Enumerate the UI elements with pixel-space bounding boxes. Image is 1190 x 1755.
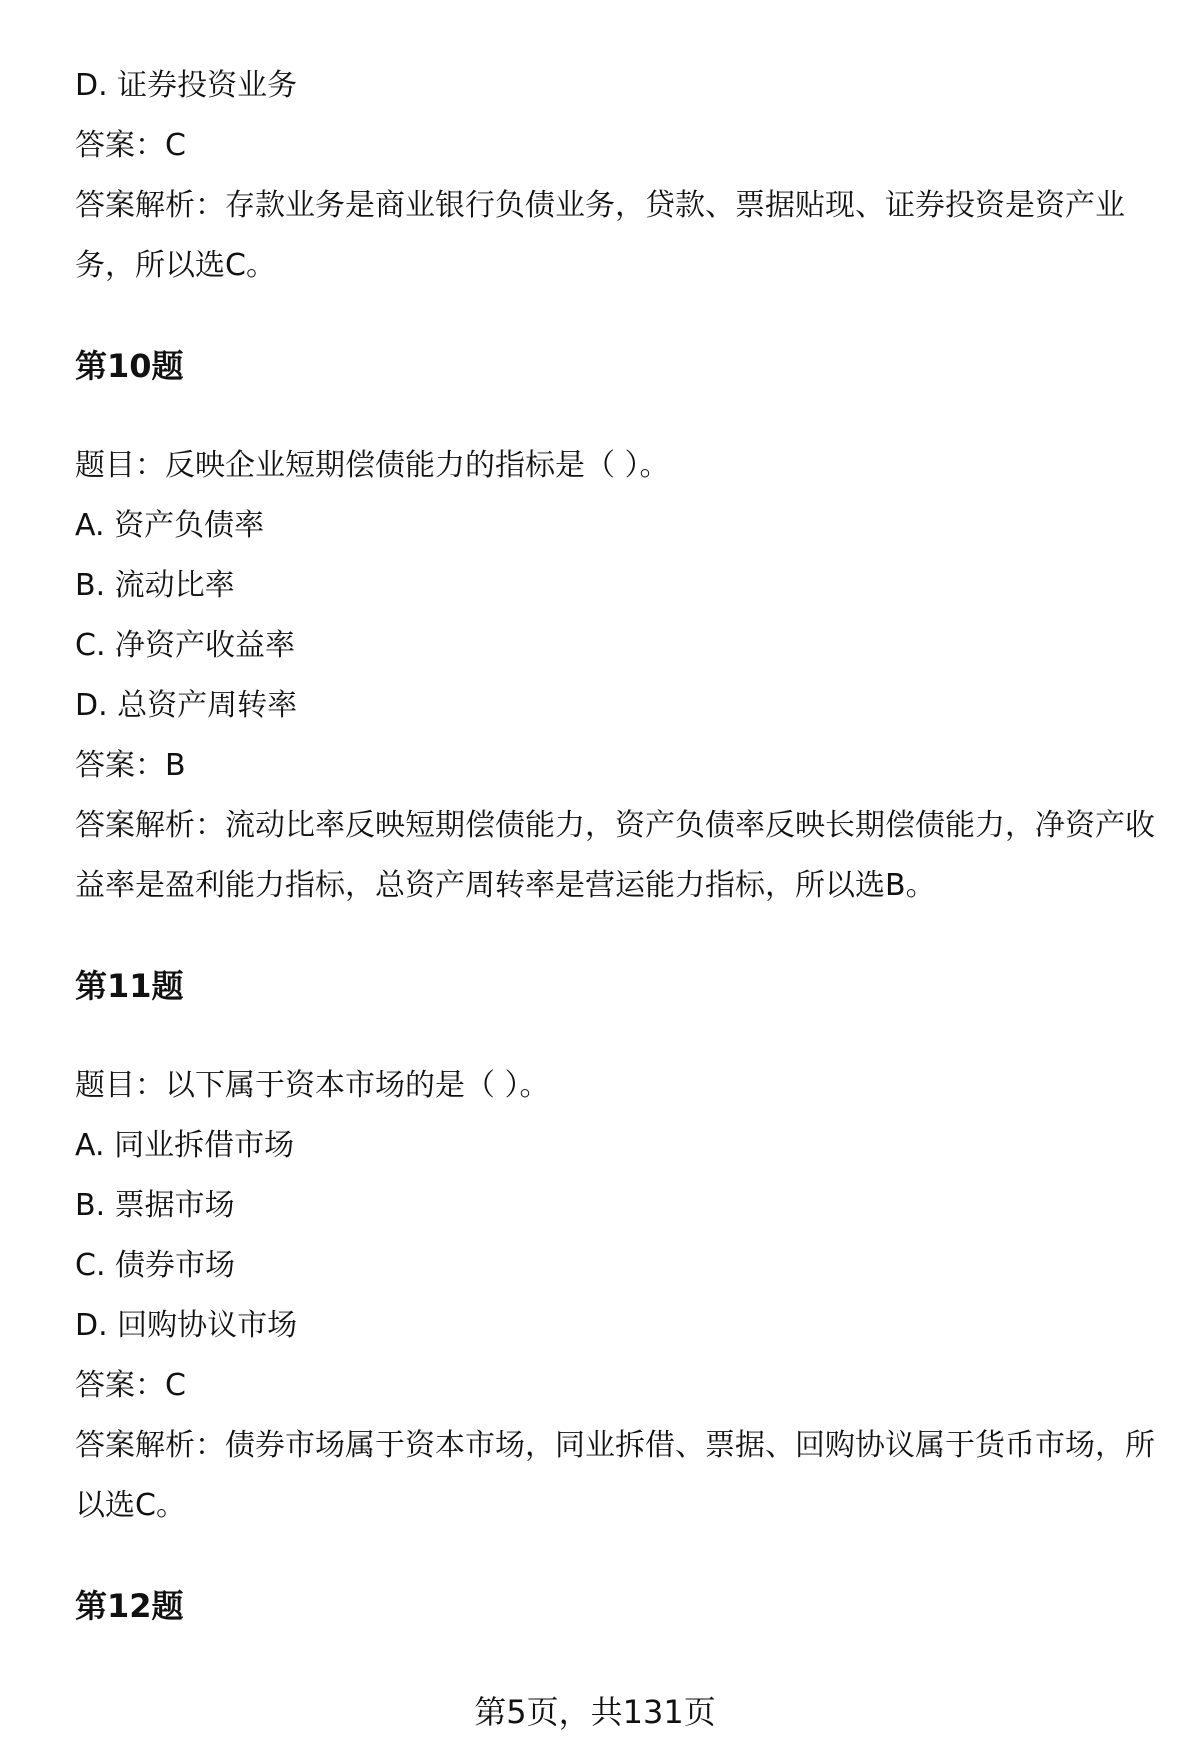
option-a-q11: A. 同业拆借市场 [75, 1128, 295, 1163]
question-heading-10: 第10题 [75, 347, 184, 385]
answer-q9: 答案：C [75, 128, 186, 163]
option-a-q10: A. 资产负债率 [75, 508, 265, 543]
document-content [75, 56, 1165, 1676]
option-d-q10: D. 总资产周转率 [75, 688, 298, 723]
option-d-q11: D. 回购协议市场 [75, 1308, 298, 1343]
answer-q10: 答案：B [75, 748, 186, 783]
option-b-q10: B. 流动比率 [75, 568, 235, 603]
question-heading-12: 第12题 [75, 1587, 184, 1625]
question-heading-11: 第11题 [75, 967, 184, 1005]
option-c-q10: C. 净资产收益率 [75, 628, 296, 663]
answer-q11: 答案：C [75, 1368, 186, 1403]
explanation-q10: 答案解析：流动比率反映短期偿债能力，资产负债率反映长期偿债能力，净资产收益率是盈利能力指标，总资产周转率是营运能力指标，所以选B。 [75, 808, 1155, 903]
page-number-footer: 第5页，共131页 [474, 1693, 716, 1731]
question-text-11: 题目：以下属于资本市场的是（ ）。 [75, 1068, 550, 1103]
option-c-q11: C. 债券市场 [75, 1248, 236, 1283]
question-text-10: 题目：反映企业短期偿债能力的指标是（ ）。 [75, 448, 670, 483]
option-d-q9: D. 证券投资业务 [75, 68, 298, 103]
explanation-q9: 答案解析：存款业务是商业银行负债业务，贷款、票据贴现、证券投资是资产业务，所以选C。 [75, 188, 1125, 283]
option-b-q11: B. 票据市场 [75, 1188, 235, 1223]
explanation-q11: 答案解析：债券市场属于资本市场，同业拆借、票据、回购协议属于货币市场，所以选C。 [75, 1428, 1155, 1523]
